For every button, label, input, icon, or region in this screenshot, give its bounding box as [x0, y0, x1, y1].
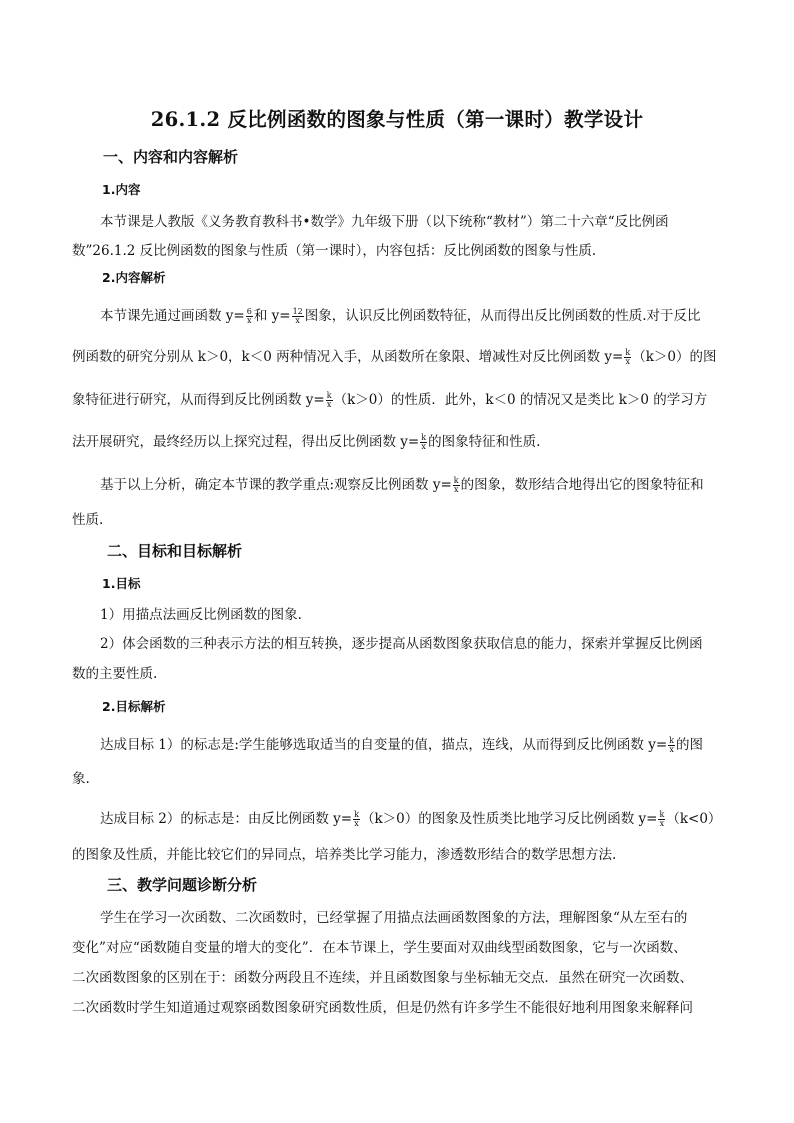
paragraph-line: 变化”对应“函数随自变量的增大的变化”．在本节课上，学生要面对双曲线型函数图象，它与一次函数、	[72, 940, 687, 956]
denominator: x	[326, 400, 332, 409]
section-2-heading: 二、目标和目标解析	[107, 542, 243, 560]
fraction-k-over-x	[420, 434, 427, 451]
denominator: x	[625, 357, 631, 366]
text-span: （k＞0）的图象及性质类比地学习反比例函数 y=	[360, 811, 658, 827]
section-1-sub-2: 2.内容解析	[102, 270, 166, 285]
paragraph-line	[72, 388, 707, 409]
text-span: （k<0）	[666, 811, 722, 827]
goal-1: 1）用描点法画反比例函数的图象.	[100, 607, 302, 623]
denominator: x	[453, 485, 459, 494]
numerator: k	[354, 810, 359, 819]
section-3-heading: 三、教学问题诊断分析	[107, 876, 258, 894]
paragraph-line: 本节课是人教版《义务教育教科书•数学》九年级下册（以下统称“教材”）第二十六章“反比例函	[100, 214, 669, 230]
paragraph-line	[72, 345, 717, 366]
text-span: 本节课先通过画函数 y=	[100, 308, 245, 324]
text-span: 基于以上分析，确定本节课的教学重点:观察反比例函数 y=	[100, 477, 452, 493]
numerator: k	[326, 391, 332, 400]
fraction-12-over-x	[292, 308, 304, 325]
fraction-k-over-x	[453, 477, 460, 494]
fraction-k-over-x	[353, 811, 360, 828]
denominator: x	[247, 316, 252, 325]
fraction-k-over-x	[624, 349, 631, 366]
section-1-sub-1: 1.内容	[102, 182, 141, 197]
goal-2-line: 数的主要性质.	[72, 666, 158, 682]
section-1-heading: 一、内容和内容解析	[103, 148, 239, 166]
text-span: 例函数的研究分别从 k＞0，k＜0 两种情况入手，从函数所在象限、增减性对反比例函数 y=	[72, 349, 624, 365]
goal-2-line: 2）体会函数的三种表示方法的相互转换，逐步提高从函数图象获取信息的能力，探索并掌握反比例函	[100, 636, 703, 652]
text-span: 象特征进行研究，从而得到反比例函数 y=	[72, 392, 325, 408]
denominator: x	[354, 819, 359, 828]
paragraph-line: 二次函数时学生知道通过观察函数图象研究函数性质，但是仍然有许多学生不能很好地利用图象来解释问	[72, 1000, 693, 1016]
denominator: x	[659, 819, 665, 828]
numerator: k	[625, 348, 631, 357]
paragraph-line: 二次函数图象的区别在于：函数分两段且不连续，并且函数图象与坐标轴无交点．虽然在研究一次函数、	[72, 970, 693, 986]
section-2-sub-1: 1.目标	[102, 576, 141, 591]
text-span: 的图象特征和性质.	[428, 434, 541, 450]
paragraph-line: 数”26.1.2 反比例函数的图象与性质（第一课时），内容包括：反比例函数的图象与性质.	[72, 243, 597, 259]
text-span: （k＞0）的性质．此外，k＜0 的情况又是类比 k＞0 的学习方	[333, 392, 708, 408]
text-span: 图象，认识反比例函数特征，从而得出反比例函数的性质.对于反比	[304, 308, 701, 324]
section-2-sub-2: 2.目标解析	[102, 699, 166, 714]
text-span: 的图象，数形结合地得出它的图象特征和	[460, 477, 704, 493]
paragraph-line: 学生在学习一次函数、二次函数时，已经掌握了用描点法画函数图象的方法，理解图象“从左至右的	[100, 910, 688, 926]
text-span: 达成目标 1）的标志是:学生能够选取适当的自变量的值，描点，连线，从而得到反比例函数 y=	[100, 737, 668, 753]
numerator: k	[669, 736, 675, 745]
text-span: 法开展研究，最终经历以上探究过程，得出反比例函数 y=	[72, 434, 420, 450]
document-title: 26.1.2 反比例函数的图象与性质（第一课时）教学设计	[150, 108, 644, 131]
text-span: （k＞0）的图	[632, 349, 717, 365]
denominator: x	[669, 745, 674, 754]
paragraph-line: 性质.	[72, 512, 104, 528]
text-span: 和 y=	[253, 308, 291, 324]
denominator: x	[295, 316, 300, 325]
denominator: x	[421, 442, 426, 451]
fraction-6-over-x	[246, 308, 253, 325]
numerator: k	[659, 810, 665, 819]
numerator: k	[453, 476, 459, 485]
paragraph-line	[72, 430, 540, 451]
numerator: 12	[292, 307, 303, 316]
paragraph-line: 的图象及性质，并能比较它们的异同点，培养类比学习能力，渗透数形结合的数学思想方法.	[72, 847, 617, 863]
paragraph-line	[100, 733, 703, 754]
paragraph-line	[100, 304, 701, 325]
numerator: 6	[246, 307, 252, 316]
fraction-k-over-x	[668, 737, 675, 754]
text-span: 达成目标 2）的标志是：由反比例函数 y=	[100, 811, 353, 827]
fraction-k-over-x	[326, 392, 333, 409]
paragraph-line	[100, 473, 704, 494]
paragraph-line: 象.	[72, 771, 90, 787]
paragraph-line	[100, 807, 721, 828]
numerator: k	[421, 433, 427, 442]
text-span: 的图	[676, 737, 704, 753]
fraction-k-over-x	[658, 811, 665, 828]
